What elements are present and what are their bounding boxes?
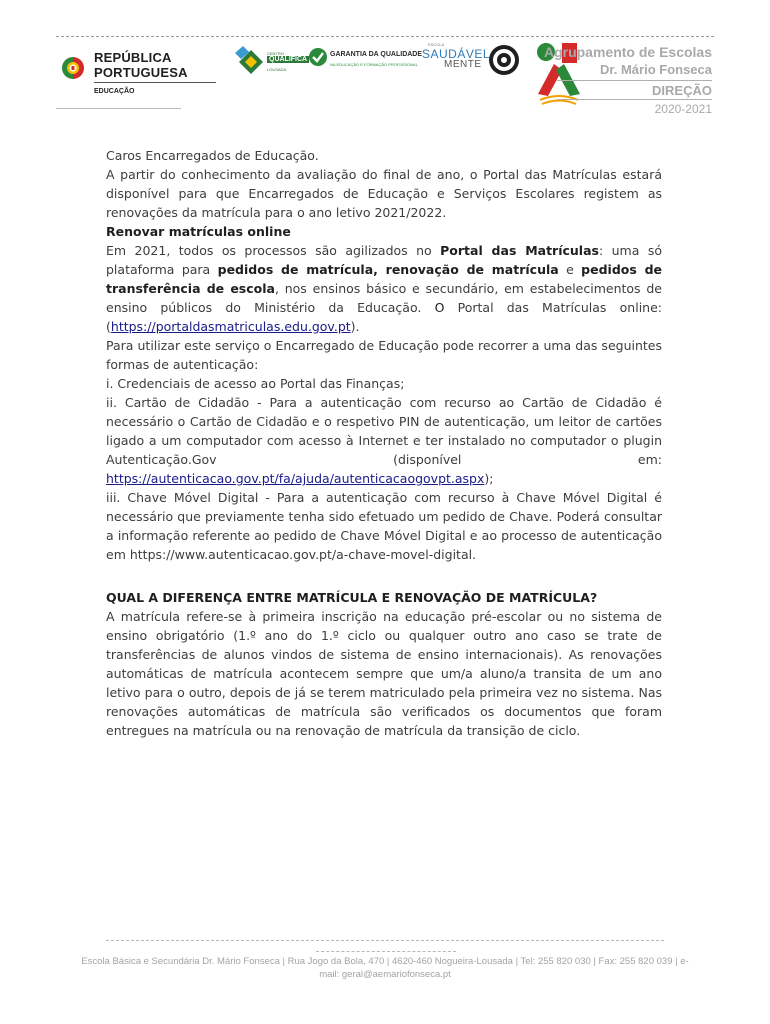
saudavel-line1: SAUDÁVEL <box>422 47 491 61</box>
escola-saudavel-logo <box>420 42 491 74</box>
footer-rule <box>106 940 664 941</box>
autenticacao-gov-link[interactable]: https://autenticacao.gov.pt/fa/ajuda/autenticacaogovpt.aspx <box>106 471 485 486</box>
auth-option-financas: i. Credenciais de acesso ao Portal das Finanças; <box>106 376 405 391</box>
org-department: DIREÇÃO <box>652 83 712 98</box>
header-top-rule <box>56 36 714 37</box>
garantia-subtitle: NA EDUCAÇÃO E FORMAÇÃO PROFISSIONAL <box>330 62 418 67</box>
qualifica-bottom-label: LOUSADA <box>267 67 287 72</box>
republica-subtitle: EDUCAÇÃO <box>94 88 135 95</box>
portal-paragraph: Em 2021, todos os processos são agilizados no Portal das Matrículas: uma só plataforma para pedidos de matrícula, renovação de matrícula e pedidos de transferência de escola, nos ensinos básico e secundário, em estabelecimentos de ensino públicos do Ministério da Educação. O Portal das Matrículas online: (https://portaldasmatriculas.edu.gov.pt). <box>106 243 663 334</box>
republica-rule <box>94 82 216 83</box>
auth-option-cartao-cidadao: ii. Cartão de Cidadão - Para a autenticação com recurso ao Cartão de Cidadão é necessário o Cartão de Cidadão e o respetivo PIN de autenticação, um leitor de cartões ligado a um computador com acesso à Internet e ter instalado no computador o plugin Autenticação.Gov (disponível em: https://autenticacao.gov.pt/fa/ajuda/autenticacaogovpt.aspx); <box>106 395 662 486</box>
republica-title: REPÚBLICA PORTUGUESA <box>94 50 188 80</box>
org-name-line1: Agrupamento de Escolas <box>543 44 712 60</box>
salutation: Caros Encarregados de Educação. <box>106 148 319 163</box>
footer-address: Escola Básica e Secundária Dr. Mário Fonseca | Rua Jogo da Bola, 470 | 4620-460 Nogueira-Lousada | Tel: 255 820 030 | Fax: 255 820 039 | e-mail: geral@aemariofonseca.pt <box>81 956 689 980</box>
centro-qualifica-logo <box>235 43 308 81</box>
intro-paragraph: A partir do conhecimento da avaliação do final de ano, o Portal das Matrículas estará disponível para que Encarregados de Educação e Serviços Escolares registem as renovações da matrícula para o ano letivo 2021/2022. <box>106 167 662 220</box>
republica-portuguesa-logo <box>58 48 188 104</box>
auth-option-chave-movel: iii. Chave Móvel Digital - Para a autenticação com recurso à Chave Móvel Digital é necessário que previamente tenha sido efetuado um pedido de Chave. Poderá consultar a informação referente ao pedido de Chave Móvel Digital e ao processo de autenticação em https://www.autenticacao.gov.pt/a-chave-movel-digital. <box>106 490 662 562</box>
qualifica-main-label: QUALIFICA <box>269 56 308 63</box>
autenticacao-paragraph: Para utilizar este serviço o Encarregado de Educação pode recorrer a uma das seguintes formas de autenticação: <box>106 338 662 372</box>
org-rule-top <box>557 80 712 81</box>
org-school-year: 2020-2021 <box>654 102 712 116</box>
footer-rule-short <box>316 951 456 952</box>
portal-matriculas-link[interactable]: https://portaldasmatriculas.edu.gov.pt <box>110 319 351 334</box>
letter-body <box>106 146 662 740</box>
saudavel-line2: MENTE <box>444 59 482 70</box>
diferenca-paragraph: A matrícula refere-se à primeira inscrição na educação pré-escolar ou no sistema de ensino obrigatório (1.º ano do 1.º ciclo ou qualquer outro ano caso se trate de transferências de alunos vindos de sistema de ensino internacionais). As renovações automáticas de matrícula acontecem sempre que um/a aluno/a transita de um ano letivo para o outro, depois de já se terem matriculado pela primeira vez no sistema. Nas renovações automáticas de matrícula são verificados os documentos que foram entregues na matrícula ou na renovação de matrícula da transição de ciclo. <box>106 609 662 738</box>
organization-block <box>544 43 712 117</box>
portugal-emblem-icon <box>58 48 88 88</box>
checkmark-circle-icon <box>308 47 328 67</box>
saudavel-top-label: ESCOLA <box>428 42 445 47</box>
org-rule-bottom <box>557 99 712 100</box>
section-title-diferenca: QUAL A DIFERENÇA ENTRE MATRÍCULA E RENOVAÇÃO DE MATRÍCULA? <box>106 590 598 605</box>
section-title-renovar: Renovar matrículas online <box>106 224 291 239</box>
qualifica-diamond-icon <box>235 43 267 81</box>
garantia-qualidade-logo <box>308 44 423 78</box>
garantia-title: GARANTIA DA QUALIDADE <box>330 51 423 58</box>
header-left-rule <box>56 108 181 109</box>
school-seal-icon <box>488 44 520 76</box>
qualifica-top-label: CENTRO <box>267 51 284 56</box>
org-name-line2: Dr. Mário Fonseca <box>600 62 712 77</box>
